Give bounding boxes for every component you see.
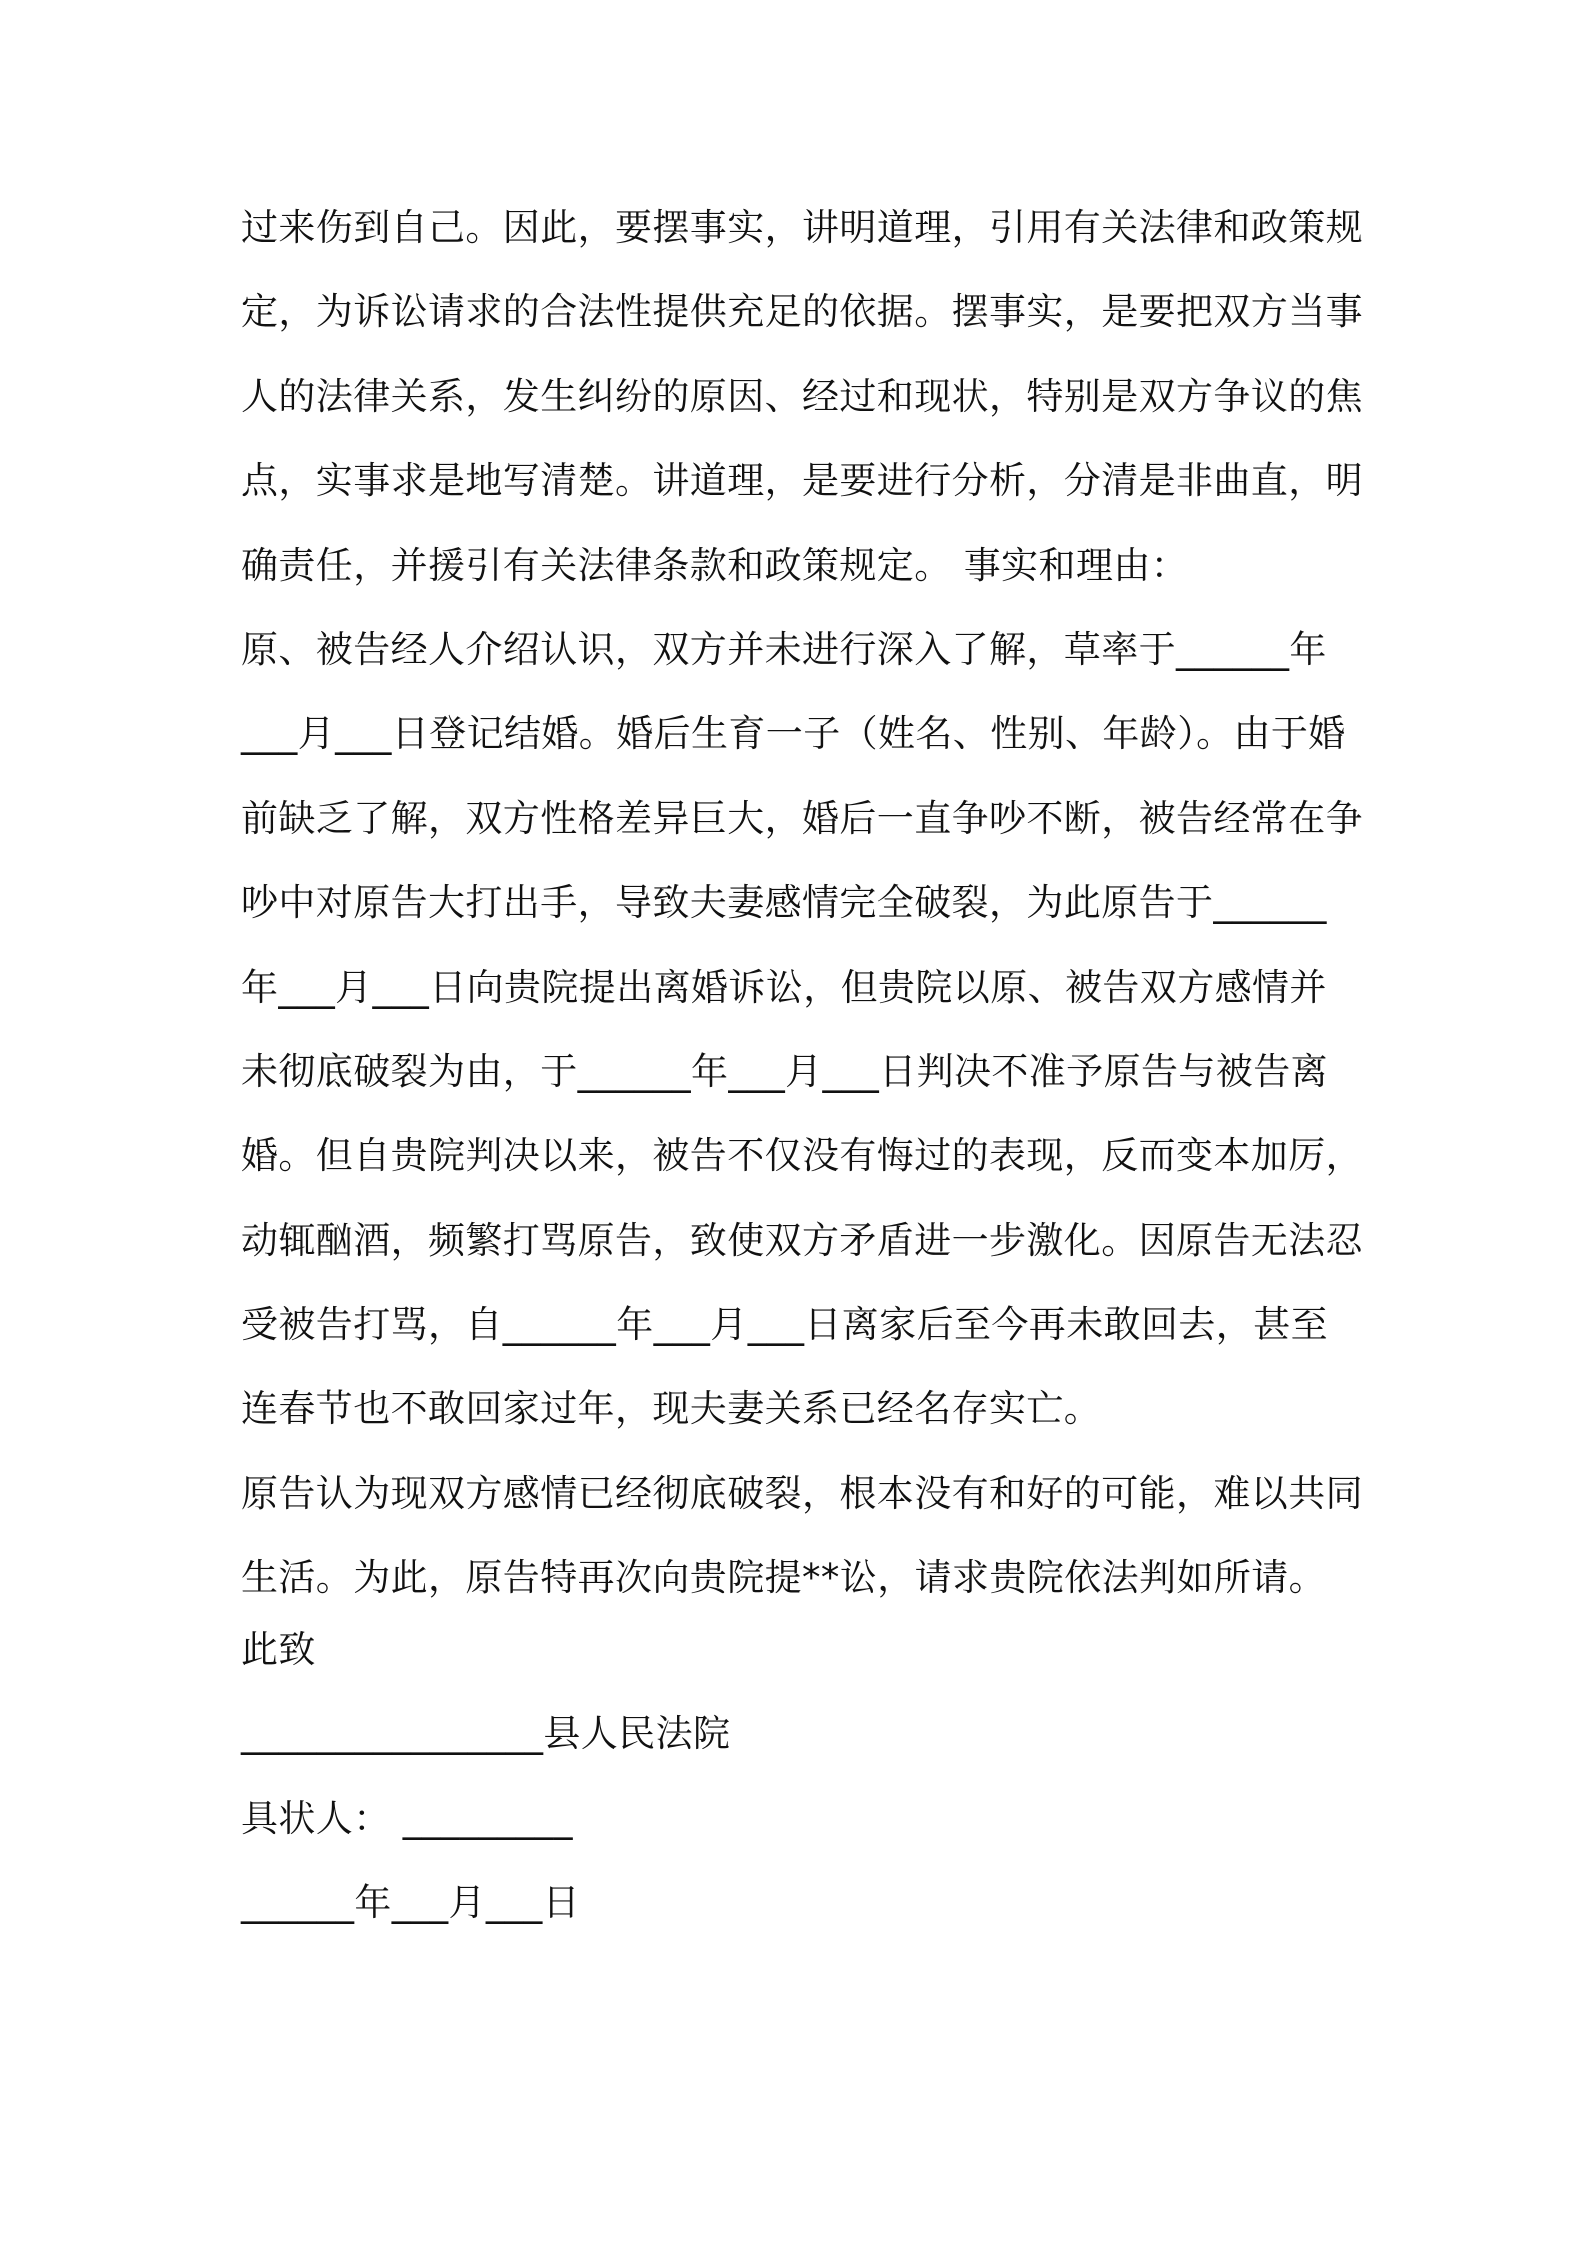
body-line: 年___月___日向贵院提出离婚诉讼，但贵院以原、被告双方感情并 — [241, 965, 1327, 1009]
body-line: 过来伤到自己。因此，要摆事实，讲明道理，引用有关法律和政策规 — [241, 206, 1363, 249]
salutation: 此致 — [241, 1628, 316, 1671]
body-line: 受被告打骂，自______年___月___日离家后至今再未敢回去，甚至 — [241, 1303, 1328, 1347]
body-line: ___月___日登记结婚。婚后生育一子（姓名、性别、年龄）。由于婚 — [241, 712, 1346, 756]
body-line: 确责任，并援引有关法律条款和政策规定。 事实和理由： — [241, 543, 1189, 587]
complaint-body — [241, 186, 1361, 1621]
body-line: 人的法律关系，发生纠纷的原因、经过和现状，特别是双方争议的焦 — [241, 374, 1363, 418]
body-line: 连春节也不敢回家过年，现夫妻关系已经名存实亡。 — [241, 1387, 1102, 1431]
body-line: 前缺乏了解，双方性格差异巨大，婚后一直争吵不断，被告经常在争 — [241, 796, 1363, 840]
court-name: ________________县人民法院 — [241, 1712, 731, 1756]
body-line: 原、被告经人介绍认识，双方并未进行深入了解，草率于______年 — [241, 627, 1327, 671]
body-line: 生活。为此，原告特再次向贵院提**讼，请求贵院依法判如所请。 — [241, 1556, 1326, 1600]
date-line: ______年___月___日 — [241, 1881, 580, 1925]
body-line: 定，为诉讼请求的合法性提供充足的依据。摆事实，是要把双方当事 — [241, 290, 1363, 334]
body-line: 未彻底破裂为由，于______年___月___日判决不准予原告与被告离 — [241, 1049, 1328, 1093]
body-line: 原告认为现双方感情已经彻底破裂，根本没有和好的可能，难以共同 — [241, 1471, 1363, 1515]
body-line: 吵中对原告大打出手，导致夫妻感情完全破裂，为此原告于______ — [241, 881, 1327, 925]
signer-line: 具状人： _________ — [241, 1796, 573, 1840]
body-line: 动辄酗酒，频繁打骂原告，致使双方矛盾进一步激化。因原告无法忍 — [241, 1218, 1363, 1262]
body-line: 点，实事求是地写清楚。讲道理，是要进行分析，分清是非曲直，明 — [241, 459, 1363, 503]
body-line: 婚。但自贵院判决以来，被告不仅没有悔过的表现，反而变本加厉， — [241, 1134, 1363, 1178]
closing-section — [241, 1608, 1361, 1946]
